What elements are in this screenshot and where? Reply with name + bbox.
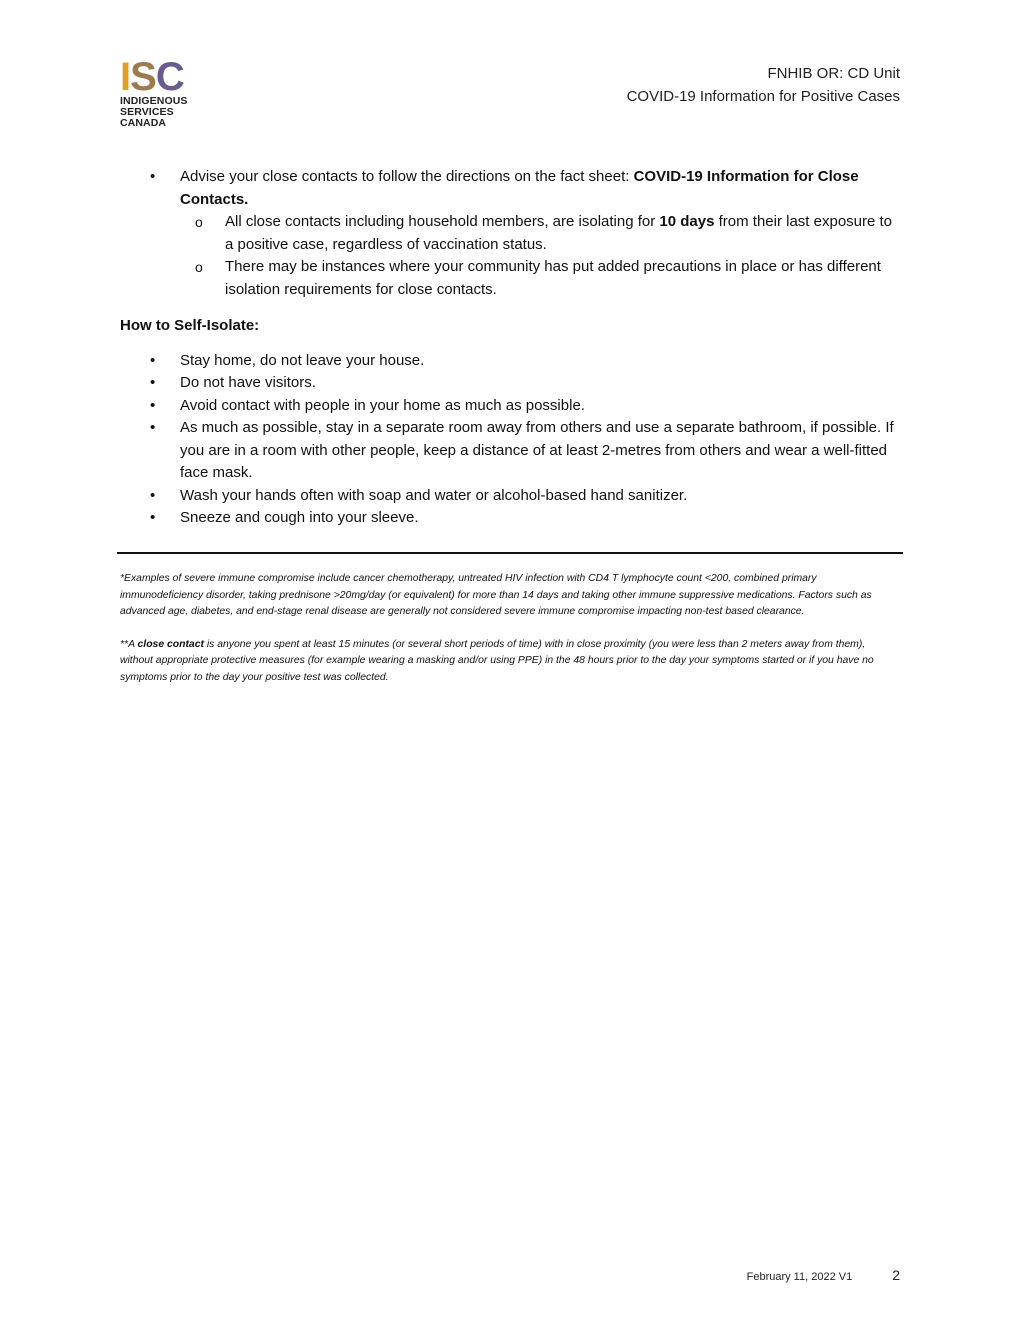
bullet-icon: • — [150, 168, 156, 185]
header-unit: FNHIB OR: CD Unit — [767, 65, 900, 82]
list-item — [120, 350, 900, 373]
bullet-icon: • — [150, 396, 156, 414]
footnotes — [120, 571, 900, 702]
header-title: COVID-19 Information for Positive Cases — [626, 88, 900, 105]
item-text: Stay home, do not leave your house. — [180, 351, 425, 369]
list-item — [120, 485, 900, 508]
advise-text: Advise your close contacts to follow the directions on the fact sheet: — [180, 168, 634, 185]
item-text: Sneeze and cough into your sleeve. — [180, 509, 419, 526]
bullet-icon: • — [150, 351, 156, 369]
advise-list — [120, 166, 900, 301]
footnote-immune: *Examples of severe immune compromise include cancer chemotherapy, untreated HIV infection with CD4 T lymphocyte count <200, combined primary immunodeficiency disorder, taking prednisone >20mg/day (or equivalent) for more than 14 days and taking other immune suppressive medications. Factors such as advanced age, diabetes, and end-stage renal disease are generally not considered severe immune compromise impacting non-test based clearance. — [120, 573, 872, 617]
page-number: 2 — [892, 1267, 900, 1283]
list-item — [180, 256, 900, 301]
circle-bullet-icon: o — [195, 259, 203, 275]
bullet-icon: • — [150, 374, 156, 391]
main-content — [120, 166, 900, 530]
circle-bullet-icon: o — [195, 214, 203, 230]
bullet-icon: • — [150, 486, 156, 504]
list-item — [180, 211, 900, 256]
sub1-post: from their last exposure to a positive case, regardless of vaccination status. — [225, 213, 893, 253]
item-text: Wash your hands often with soap and water or alcohol-based hand sanitizer. — [180, 486, 688, 504]
advise-sublist — [180, 211, 900, 301]
bullet-icon: • — [150, 509, 156, 526]
page-footer — [747, 1267, 900, 1283]
note2-post: is anyone you spent at least 15 minutes (or several short periods of time) with in close proximity (you were less than 2 meters away from them), without appropriate protective measures (for example wearing a masking and/or using PPE) in the 48 hours prior to the day your symptoms started or if you have no symptoms prior to the day your positive test was collected. — [120, 638, 874, 683]
footnote-divider — [117, 552, 903, 554]
item-text: As much as possible, stay in a separate room away from others and use a separate bathroom, if possible. If you are in a room with other people, keep a distance of at least 2-metres from others and wear a well-fitted face mask. — [180, 419, 894, 481]
list-item — [120, 417, 900, 485]
item-text: Avoid contact with people in your home as much as possible. — [180, 396, 585, 414]
list-item — [120, 166, 900, 301]
note2-bold: close contact — [137, 638, 204, 650]
list-item — [120, 395, 900, 418]
page-header — [627, 62, 900, 108]
sub2-text: There may be instances where your community has put added precautions in place or has different isolation requirements for close contacts. — [225, 258, 881, 298]
logo-letter-s: S — [130, 55, 156, 99]
list-item — [120, 372, 900, 395]
logo-wordmark — [120, 96, 200, 129]
logo-word-3: CANADA — [120, 117, 167, 129]
logo-letter-i: I — [120, 55, 131, 99]
section-heading: How to Self-Isolate: — [120, 317, 260, 334]
fact-sheet-title: COVID-19 Information for Close Contacts. — [180, 168, 859, 208]
list-item — [120, 507, 900, 530]
logo-word-1: INDIGENOUS — [120, 95, 188, 107]
self-isolate-list — [120, 350, 900, 530]
date-version: February 11, 2022 V1 — [746, 1271, 853, 1283]
logo-letters — [120, 55, 200, 99]
note2-pre: **A — [120, 638, 138, 650]
sub1-pre: All close contacts including household members, are isolating for — [225, 213, 660, 230]
bullet-icon: • — [150, 419, 156, 436]
logo-letter-c: C — [155, 55, 184, 99]
footnote-close-contact — [120, 637, 900, 687]
item-text: Do not have visitors. — [180, 374, 316, 391]
sub1-bold: 10 days — [659, 213, 715, 230]
isc-logo — [120, 55, 200, 129]
logo-word-2: SERVICES — [120, 106, 174, 118]
